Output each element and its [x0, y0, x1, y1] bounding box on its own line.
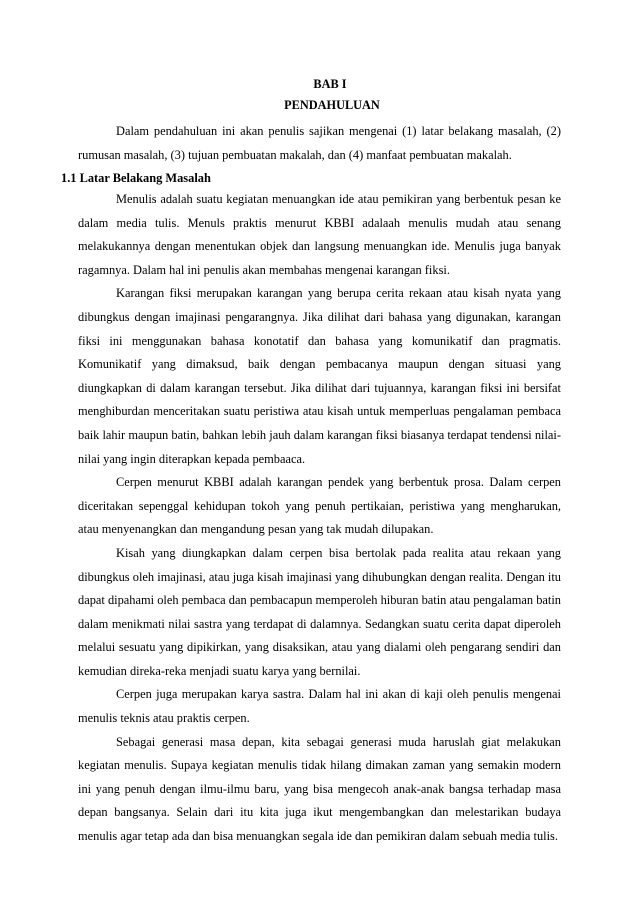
body-paragraph: Menulis adalah suatu kegiatan menuangkan ide atau pemikiran yang berbentuk pesan ke dalam media tulis. Menuls praktis menurut KBBI adalaah menulis mudah atau senang melakukannya dengan menentukan objek dan langsung menuangkan ide. Menulis juga banyak ragamnya. Dalam hal ini penulis akan membahas mengenai karangan fiksi.: [78, 192, 561, 277]
body-paragraph: Kisah yang diungkapkan dalam cerpen bisa bertolak pada realita atau rekaan yang dibungkus oleh imajinasi, atau juga kisah imajinasi yang dihubungkan dengan realita. Dengan itu dapat dipahami oleh pembaca dan pembacapun memperoleh hiburan batin atau pengalaman batin dalam menikmati nilai sastra yang terdapat di dalamnya. Sedangkan suatu cerita dapat diperoleh melalui sesuatu yang dipikirkan, yang disaksikan, atau yang dialami oleh pengarang sendiri dan kemudian direka-reka menjadi suatu karya yang bernilai.: [78, 545, 561, 678]
intro-block: [78, 120, 561, 167]
section-heading: 1.1 Latar Belakang Masalah: [61, 171, 211, 185]
body-paragraph: Cerpen menurut KBBI adalah karangan pendek yang berbentuk prosa. Dalam cerpen diceritakan sepenggal kehidupan tokoh yang penuh pertikaian, peristiwa yang mengharukan, atau menyenangkan dan mengandung pesan yang tak mudah dilupakan.: [78, 475, 561, 537]
chapter-number: BAB I: [313, 77, 347, 91]
intro-paragraph: Dalam pendahuluan ini akan penulis sajikan mengenai (1) latar belakang masalah, (2) rumusan masalah, (3) tujuan pembuatan makalah, dan (4) manfaat pembuatan makalah.: [78, 124, 561, 162]
body-paragraph: Karangan fiksi merupakan karangan yang berupa cerita rekaan atau kisah nyata yang dibungkus dengan imajinasi pengarangnya. Jika dilihat dari bahasa yang digunakan, karangan fiksi ini menggunakan bahasa konotatif dan bahasa yang komunikatif dan pragmatis. Komunikatif yang dimaksud, baik dengan pembacanya maupun dengan situasi yang diungkapkan di dalam karangan tersebut. Jika dilihat dari tujuannya, karangan fiksi ini bersifat menghiburdan menceritakan suatu peristiwa atau kisah untuk memperluas pengalaman pembaca baik lahir maupun batin, bahkan lebih jauh dalam karangan fiksi biasanya terdapat tendensi nilai-nilai yang ingin diterapkan kepada pembaaca.: [78, 286, 561, 466]
body-paragraph: Cerpen juga merupakan karya sastra. Dalam hal ini akan di kaji oleh penulis mengenai menulis teknis atau praktis cerpen.: [78, 687, 561, 726]
chapter-title: PENDAHULUAN: [284, 98, 380, 112]
section-body: [78, 188, 561, 849]
body-paragraph: Sebagai generasi masa depan, kita sebagai generasi muda haruslah giat melakukan kegiatan menulis. Supaya kegiatan menulis tidak hilang dimakan zaman yang semakin modern ini yang penuh dengan ilmu-ilmu baru, yang bisa mengecoh anak-anak bangsa terhadap masa depan bangsanya. Selain dari itu kita juga ikut mengembangkan dan melestarikan budaya menulis agar tetap ada dan bisa menuangkan segala ide dan pemikiran dalam sebuah media tulis.: [78, 734, 561, 844]
